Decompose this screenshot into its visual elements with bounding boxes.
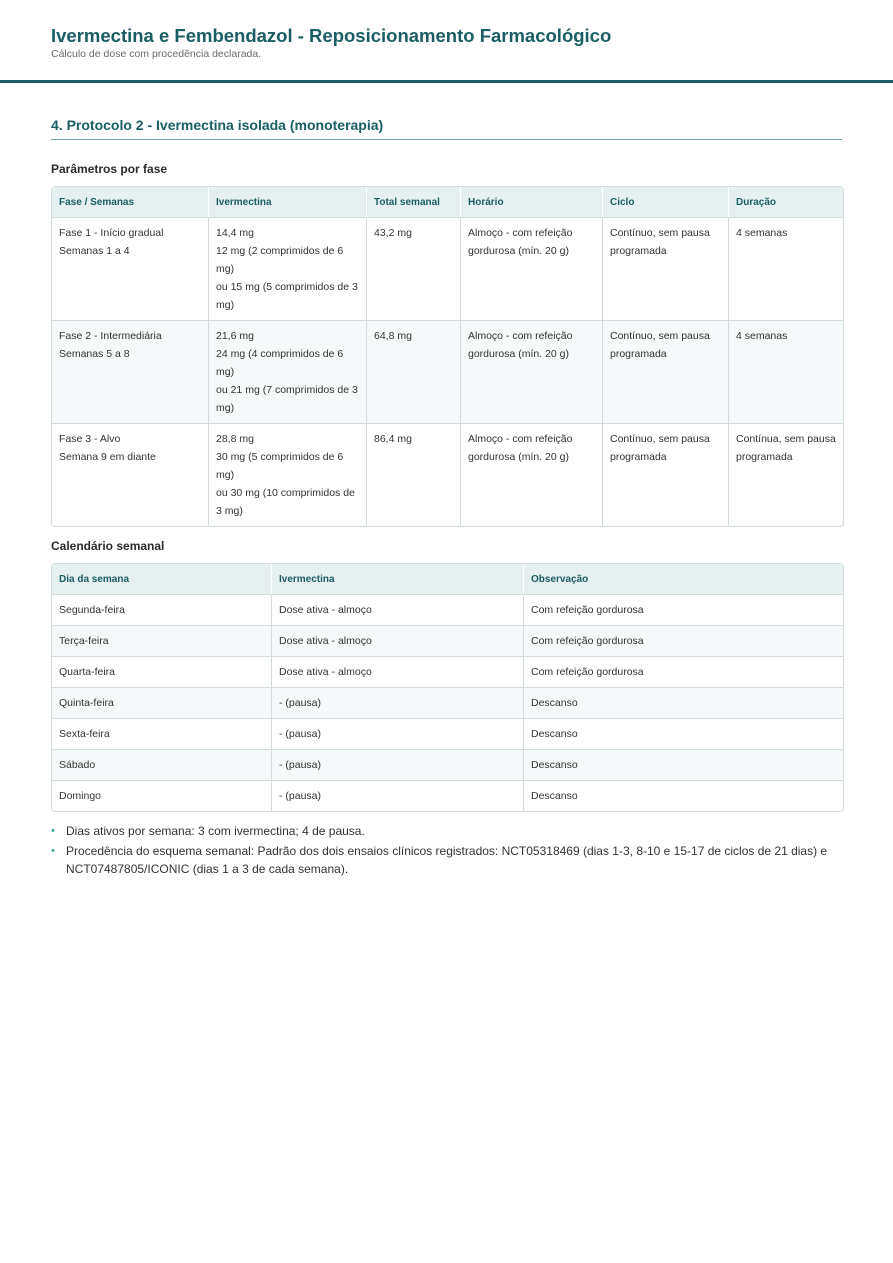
table-row	[52, 781, 843, 811]
phase-name: Fase 1 - Início gradual	[59, 227, 164, 239]
table-row	[52, 688, 843, 719]
phase-name: Fase 3 - Alvo	[59, 433, 121, 445]
cell-observacao: Com refeição gordurosa	[524, 595, 843, 626]
cell-phase	[52, 218, 209, 321]
dose-option-a: 30 mg (5 comprimidos de 6 mg)	[216, 451, 344, 481]
col-header-duracao: Duração	[729, 187, 843, 218]
list-item	[51, 822, 842, 840]
calendar-heading: Calendário semanal	[51, 539, 165, 553]
col-header-total: Total semanal	[367, 187, 461, 218]
phase-name: Fase 2 - Intermediária	[59, 330, 162, 342]
cell-ivermectina: Dose ativa - almoço	[272, 626, 524, 657]
table-row	[52, 321, 843, 424]
cell-ivermectina: Dose ativa - almoço	[272, 595, 524, 626]
cell-ivermectina: Dose ativa - almoço	[272, 657, 524, 688]
cell-ciclo: Contínuo, sem pausa programada	[603, 218, 729, 321]
list-item	[51, 842, 842, 878]
calendar-table	[51, 563, 844, 812]
params-table	[51, 186, 844, 527]
cell-duracao: 4 semanas	[729, 218, 843, 321]
phase-weeks: Semanas 5 a 8	[59, 348, 130, 360]
col-header-ciclo: Ciclo	[603, 187, 729, 218]
cell-ciclo: Contínuo, sem pausa programada	[603, 424, 729, 526]
cell-ivermectina: - (pausa)	[272, 688, 524, 719]
table-row	[52, 719, 843, 750]
dose-target: 21,6 mg	[216, 330, 254, 342]
section-title: 4. Protocolo 2 - Ivermectina isolada (monoterapia)	[51, 117, 384, 133]
col-header-fase: Fase / Semanas	[52, 187, 209, 218]
calendar-header-row	[52, 564, 843, 595]
cell-day: Quinta-feira	[52, 688, 272, 719]
phase-weeks: Semanas 1 a 4	[59, 245, 130, 257]
notes-list	[51, 822, 842, 880]
cell-duracao: 4 semanas	[729, 321, 843, 424]
cell-total: 64,8 mg	[367, 321, 461, 424]
dose-option-a: 12 mg (2 comprimidos de 6 mg)	[216, 245, 344, 275]
note-text: Dias ativos por semana: 3 com ivermectina; 4 de pausa.	[66, 824, 365, 838]
cell-phase	[52, 321, 209, 424]
cell-horario: Almoço - com refeição gordurosa (mín. 20 g)	[461, 218, 603, 321]
cell-observacao: Descanso	[524, 750, 843, 781]
cell-day: Quarta-feira	[52, 657, 272, 688]
params-heading: Parâmetros por fase	[51, 162, 168, 176]
cell-ivermectina: - (pausa)	[272, 750, 524, 781]
col-header-observacao: Observação	[524, 564, 843, 595]
cell-total: 43,2 mg	[367, 218, 461, 321]
cell-ivermectina: - (pausa)	[272, 719, 524, 750]
col-header-ivermectina: Ivermectina	[272, 564, 524, 595]
page-title: Ivermectina e Fembendazol - Reposicionamento Farmacológico	[51, 25, 612, 46]
cell-observacao: Descanso	[524, 688, 843, 719]
bullet-icon: •	[51, 825, 55, 837]
table-row	[52, 626, 843, 657]
cell-duracao: Contínua, sem pausa programada	[736, 433, 836, 463]
bullet-icon: •	[51, 845, 55, 857]
table-row	[52, 595, 843, 626]
header-divider	[0, 80, 893, 83]
cell-day: Sexta-feira	[52, 719, 272, 750]
table-row	[52, 657, 843, 688]
cell-ivermectina	[209, 321, 367, 424]
cell-day: Segunda-feira	[52, 595, 272, 626]
dose-option-b: ou 15 mg (5 comprimidos de 3 mg)	[216, 281, 358, 311]
table-row	[52, 424, 843, 526]
cell-day: Terça-feira	[52, 626, 272, 657]
col-header-horario: Horário	[461, 187, 603, 218]
dose-option-a: 24 mg (4 comprimidos de 6 mg)	[216, 348, 344, 378]
cell-phase	[52, 424, 209, 526]
page-subtitle: Cálculo de dose com procedência declarada.	[51, 48, 262, 60]
cell-total: 86,4 mg	[367, 424, 461, 526]
page-header	[0, 0, 893, 84]
table-row	[52, 218, 843, 321]
params-header-row	[52, 187, 843, 218]
phase-weeks: Semana 9 em diante	[59, 451, 156, 463]
col-header-dia: Dia da semana	[52, 564, 272, 595]
cell-day: Sábado	[52, 750, 272, 781]
dose-option-b: ou 30 mg (10 comprimidos de 3 mg)	[216, 487, 355, 517]
section-divider	[51, 139, 842, 140]
dose-option-b: ou 21 mg (7 comprimidos de 3 mg)	[216, 384, 358, 414]
dose-target: 14,4 mg	[216, 227, 254, 239]
dose-target: 28,8 mg	[216, 433, 254, 445]
cell-observacao: Com refeição gordurosa	[524, 626, 843, 657]
col-header-ivermectina: Ivermectina	[209, 187, 367, 218]
cell-observacao: Descanso	[531, 790, 578, 802]
note-text: Procedência do esquema semanal: Padrão dos dois ensaios clínicos registrados: NCT05318469 (dias 1-3, 8-10 e 15-17 de ciclos de 21 dias) e NCT07487805/ICONIC (dias 1 a 3 de cada semana).	[66, 844, 828, 876]
cell-ivermectina	[209, 424, 367, 526]
cell-horario: Almoço - com refeição gordurosa (mín. 20 g)	[461, 321, 603, 424]
cell-horario: Almoço - com refeição gordurosa (mín. 20 g)	[461, 424, 603, 526]
cell-observacao: Com refeição gordurosa	[524, 657, 843, 688]
cell-ivermectina: - (pausa)	[272, 781, 524, 811]
cell-day: Domingo	[52, 781, 272, 811]
cell-ivermectina	[209, 218, 367, 321]
cell-observacao: Descanso	[524, 719, 843, 750]
cell-ciclo: Contínuo, sem pausa programada	[603, 321, 729, 424]
table-row	[52, 750, 843, 781]
